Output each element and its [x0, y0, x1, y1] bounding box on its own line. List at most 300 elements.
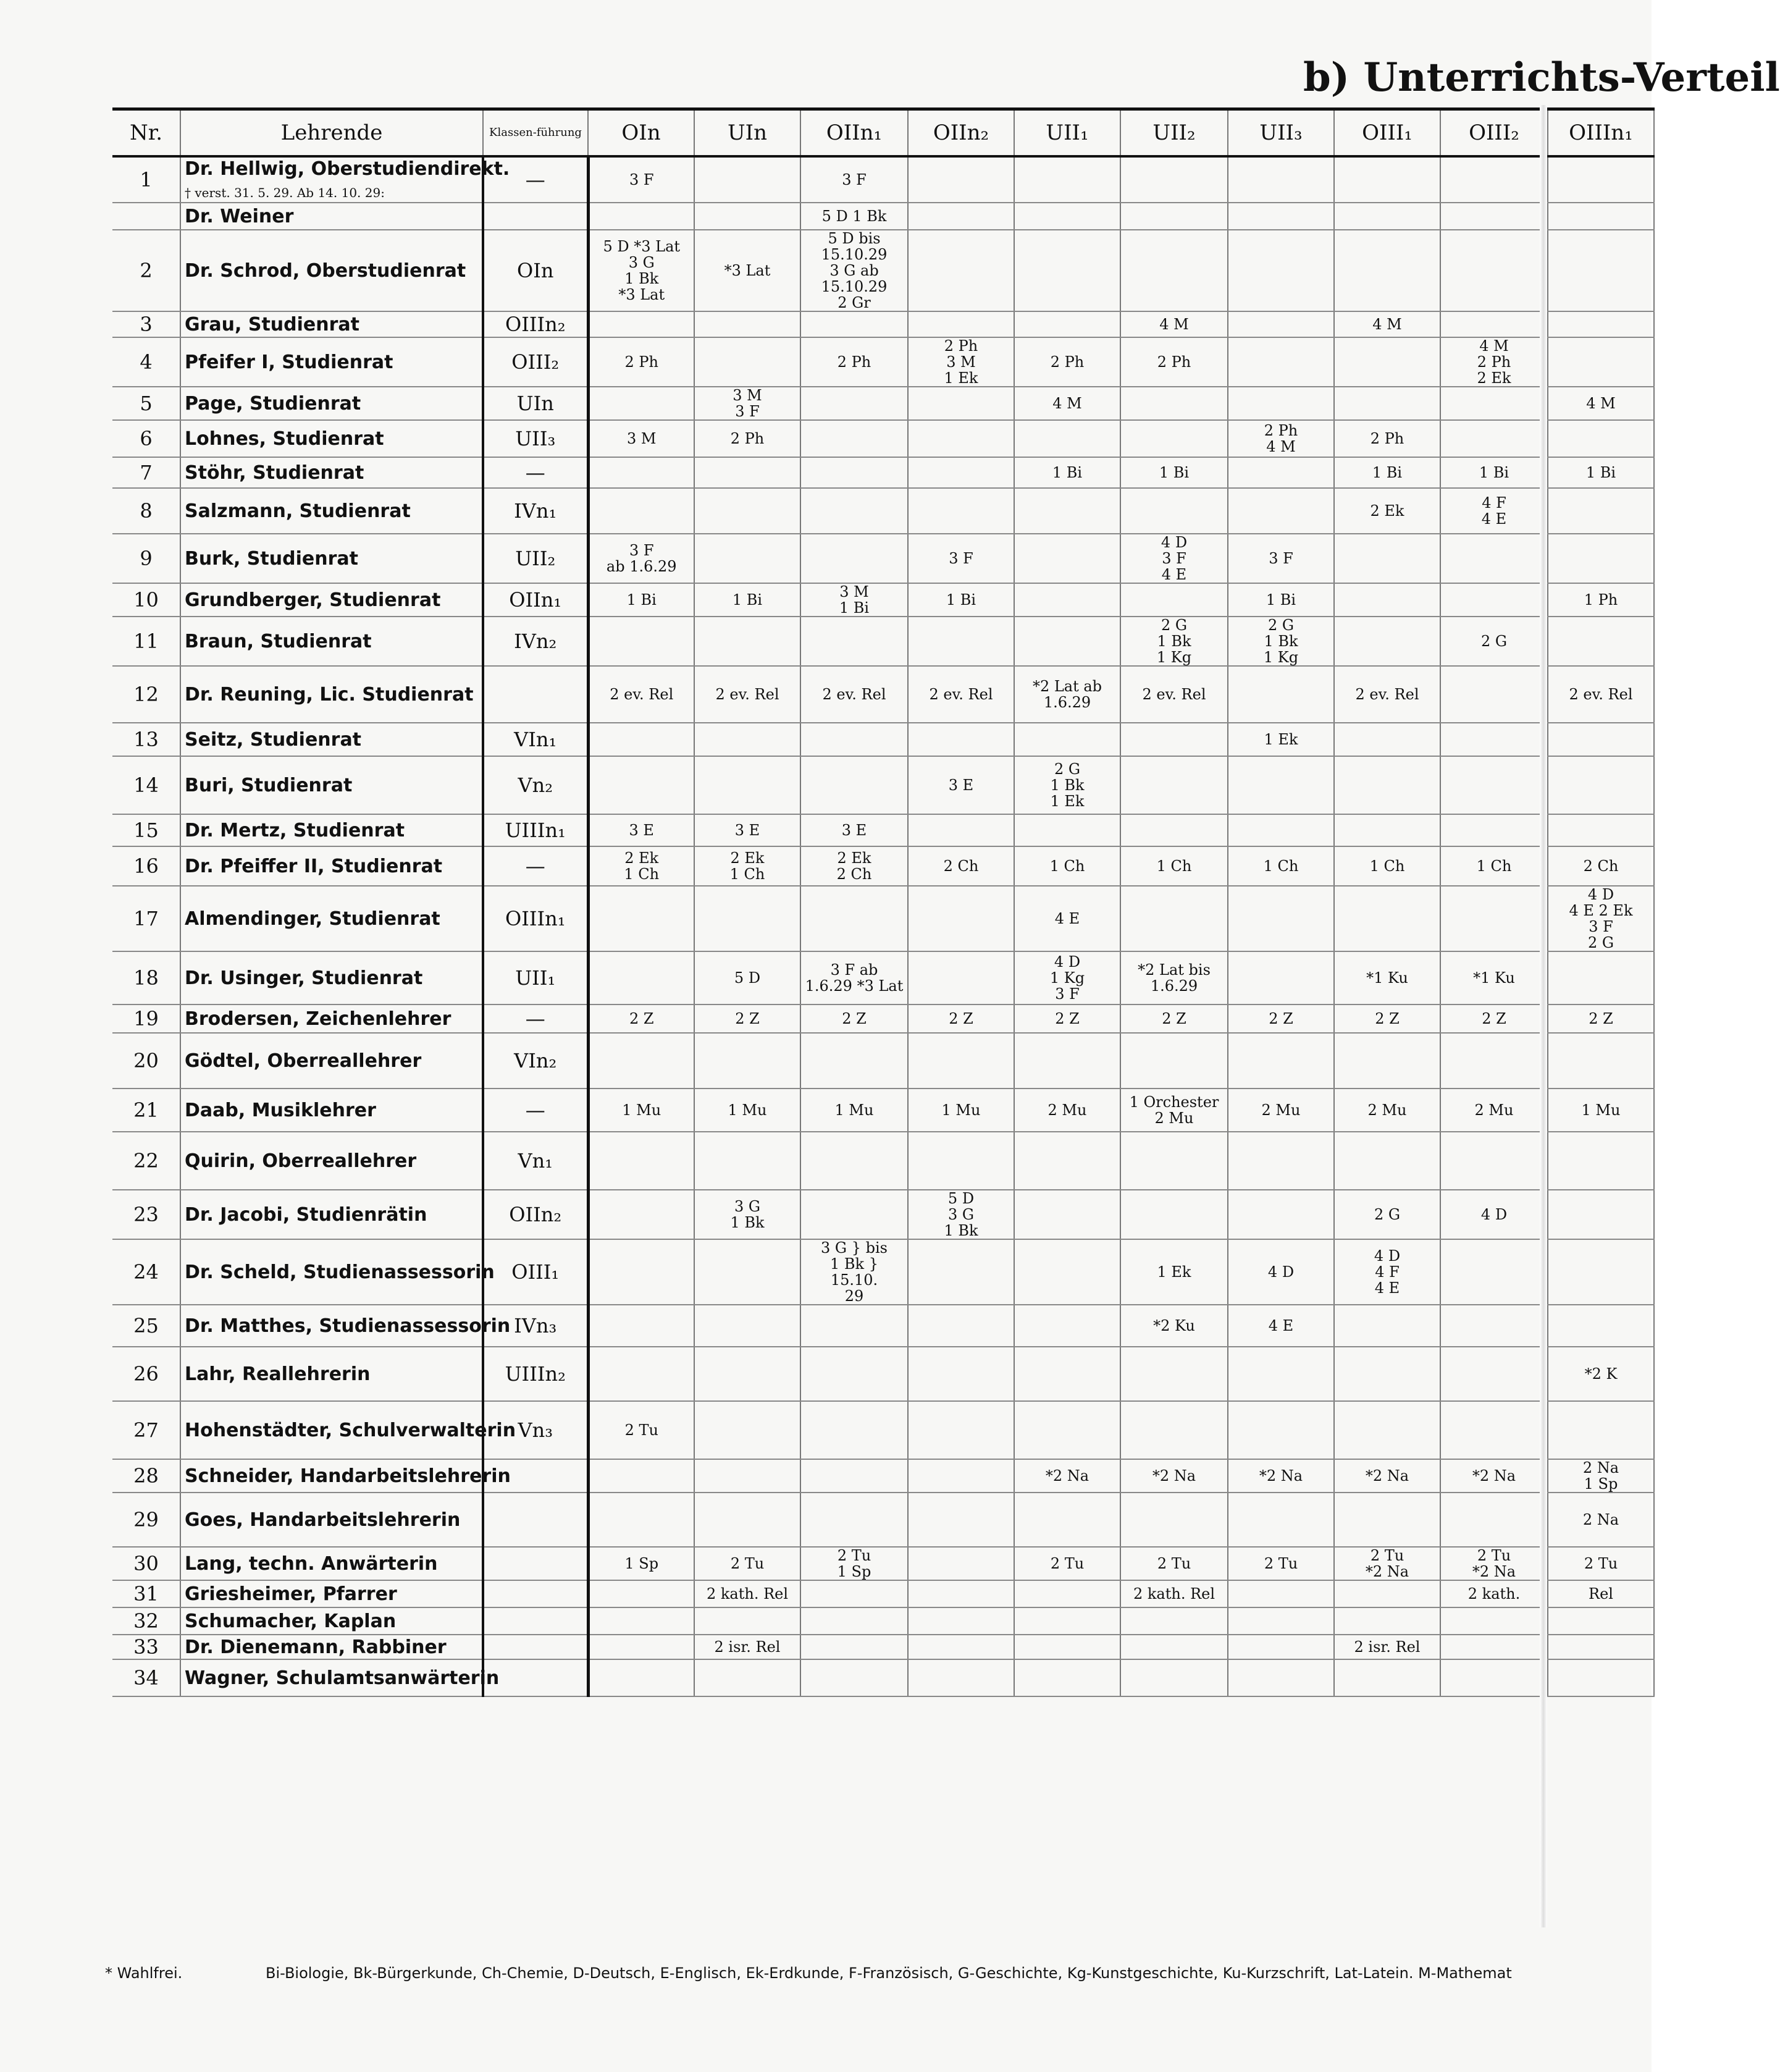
lesson-cell: 3 E [800, 814, 908, 846]
teacher-name: Wagner, Schulamtsanwärterin [185, 1667, 500, 1689]
lesson-cell: 1 Bi [694, 583, 800, 617]
lesson-cell: 2 Z [908, 1004, 1014, 1033]
lesson-cell: 2 Tu [588, 1401, 694, 1459]
lesson-cell: *2 Ku [1120, 1305, 1228, 1347]
teacher-note: † verst. 31. 5. 29. Ab 14. 10. 29: [185, 185, 385, 200]
table-row [112, 337, 1654, 387]
lesson-cell [694, 886, 800, 951]
lesson-cell: 1 Mu [588, 1089, 694, 1132]
row-number: 26 [112, 1347, 180, 1401]
lesson-cell [694, 337, 800, 387]
row-number: 5 [112, 387, 180, 420]
lesson-cell [694, 1459, 800, 1493]
lesson-cell [800, 1493, 908, 1547]
row-number: 10 [112, 583, 180, 617]
table-row [112, 1239, 1654, 1305]
lesson-cell: *2 Lat ab 1.6.29 [1014, 666, 1120, 723]
lesson-cell [694, 534, 800, 583]
lesson-cell [1440, 583, 1548, 617]
lesson-cell [1014, 814, 1120, 846]
lesson-cell: 4 M [1548, 387, 1654, 420]
lesson-cell [1014, 1493, 1120, 1547]
lesson-cell [1120, 1493, 1228, 1547]
lesson-cell: 2 Ph [800, 337, 908, 387]
class-leadership: OIIIn₁ [483, 886, 588, 951]
lesson-cell: *2 Na [1440, 1459, 1548, 1493]
lesson-cell: 3 F ab 1.6.29 *3 Lat [800, 951, 908, 1004]
lesson-cell [1228, 1401, 1334, 1459]
header-class: OIIn₂ [908, 109, 1014, 157]
lesson-cell [1440, 666, 1548, 723]
lesson-cell [1440, 1659, 1548, 1696]
teacher-name: Lang, techn. Anwärterin [185, 1553, 438, 1575]
teacher-name-cell [180, 723, 483, 756]
lesson-cell: 1 Sp [588, 1547, 694, 1580]
table-row [112, 457, 1654, 488]
table-row [112, 1580, 1654, 1607]
row-number: 34 [112, 1659, 180, 1696]
lesson-cell [588, 311, 694, 337]
lesson-cell [588, 1659, 694, 1696]
row-number: 23 [112, 1190, 180, 1239]
lesson-cell [1014, 723, 1120, 756]
row-number: 15 [112, 814, 180, 846]
lesson-cell: 2 Na [1548, 1493, 1654, 1547]
table-row [112, 1659, 1654, 1696]
header-class: UII₁ [1014, 109, 1120, 157]
teacher-name-cell [180, 1239, 495, 1305]
lesson-cell: 3 E [908, 756, 1014, 814]
lesson-cell: 2 Z [1548, 1004, 1654, 1033]
teacher-name-cell [180, 311, 483, 337]
lesson-cell [1334, 886, 1440, 951]
lesson-cell [1228, 457, 1334, 488]
teacher-name: Lahr, Reallehrerin [185, 1363, 371, 1385]
lesson-cell [588, 1239, 694, 1305]
lesson-cell [908, 203, 1014, 230]
teacher-name: Quirin, Oberreallehrer [185, 1150, 417, 1172]
lesson-cell: 4 M 2 Ph 2 Ek [1440, 337, 1548, 387]
lesson-cell: 2 Z [1334, 1004, 1440, 1033]
lesson-cell [588, 1033, 694, 1089]
lesson-cell: 3 F [588, 156, 694, 203]
lesson-cell [694, 1347, 800, 1401]
lesson-cell: 2 ev. Rel [800, 666, 908, 723]
table-row [112, 1305, 1654, 1347]
table-row [112, 1033, 1654, 1089]
lesson-cell: 2 Z [588, 1004, 694, 1033]
lesson-cell: 2 ev. Rel [1548, 666, 1654, 723]
lesson-cell: 2 Tu [694, 1547, 800, 1580]
lesson-cell [800, 723, 908, 756]
row-number: 6 [112, 420, 180, 457]
class-leadership: — [483, 846, 588, 886]
row-number: 12 [112, 666, 180, 723]
table-row [112, 1190, 1654, 1239]
lesson-cell [1228, 230, 1334, 311]
row-number: 19 [112, 1004, 180, 1033]
lesson-cell: 3 F ab 1.6.29 [588, 534, 694, 583]
lesson-cell [800, 886, 908, 951]
teacher-name: Griesheimer, Pfarrer [185, 1583, 397, 1605]
lesson-cell: 2 Ph [1014, 337, 1120, 387]
lesson-cell: 2 ev. Rel [1120, 666, 1228, 723]
lesson-cell [908, 1635, 1014, 1659]
row-number: 7 [112, 457, 180, 488]
teacher-name: Goes, Handarbeitslehrerin [185, 1509, 461, 1531]
lesson-cell [694, 1401, 800, 1459]
lesson-cell [800, 420, 908, 457]
lesson-cell [908, 457, 1014, 488]
teacher-name: Burk, Studienrat [185, 548, 358, 570]
lesson-cell: 3 E [694, 814, 800, 846]
lesson-cell [1440, 1401, 1548, 1459]
lesson-cell [1014, 1607, 1120, 1635]
lesson-cell: *1 Ku [1334, 951, 1440, 1004]
lesson-cell: *2 Na [1120, 1459, 1228, 1493]
lesson-cell: 2 Z [694, 1004, 800, 1033]
class-leadership [483, 203, 588, 230]
row-number: 14 [112, 756, 180, 814]
lesson-cell: 5 D *3 Lat 3 G 1 Bk *3 Lat [588, 230, 694, 311]
lesson-cell [1120, 1401, 1228, 1459]
lesson-cell: 2 G 1 Bk 1 Kg [1120, 617, 1228, 666]
lesson-cell [1548, 1659, 1654, 1696]
table-row [112, 1547, 1654, 1580]
lesson-cell [1440, 311, 1548, 337]
teacher-name: Braun, Studienrat [185, 631, 372, 652]
lesson-cell [908, 420, 1014, 457]
lesson-cell [694, 1033, 800, 1089]
row-number: 27 [112, 1401, 180, 1459]
lesson-cell [1120, 230, 1228, 311]
lesson-cell [588, 1347, 694, 1401]
lesson-cell [1228, 1347, 1334, 1401]
teacher-name-cell [180, 617, 483, 666]
lesson-cell [1334, 1305, 1440, 1347]
class-leadership: — [483, 1089, 588, 1132]
lesson-cell: 2 kath. Rel [694, 1580, 800, 1607]
teacher-name-cell [180, 230, 483, 311]
class-leadership: VIn₁ [483, 723, 588, 756]
lesson-cell [908, 1033, 1014, 1089]
lesson-cell [908, 1239, 1014, 1305]
lesson-cell [908, 1401, 1014, 1459]
header-class: OIn [588, 109, 694, 157]
lesson-cell [1014, 1239, 1120, 1305]
lesson-cell: 1 Bi [1014, 457, 1120, 488]
teacher-name-cell [180, 488, 483, 534]
header-class: OIIn₁ [800, 109, 908, 157]
lesson-cell [588, 723, 694, 756]
lesson-cell [1120, 1635, 1228, 1659]
lesson-cell [908, 1580, 1014, 1607]
lesson-cell: 4 D [1228, 1239, 1334, 1305]
lesson-cell: 1 Bi [1334, 457, 1440, 488]
lesson-cell [694, 617, 800, 666]
lesson-cell: 1 Bi [1228, 583, 1334, 617]
lesson-cell: 1 Ch [1120, 846, 1228, 886]
lesson-cell [908, 387, 1014, 420]
lesson-cell [694, 1239, 800, 1305]
lesson-cell [800, 457, 908, 488]
class-leadership: — [483, 457, 588, 488]
table-row [112, 1607, 1654, 1635]
lesson-cell: 1 Bi [1120, 457, 1228, 488]
lesson-cell: 2 Tu *2 Na [1440, 1547, 1548, 1580]
class-leadership: OIII₁ [483, 1239, 588, 1305]
lesson-cell [1228, 311, 1334, 337]
table-row [112, 886, 1654, 951]
lesson-cell: *2 K [1548, 1347, 1654, 1401]
lesson-cell: 2 G 1 Bk 1 Ek [1014, 756, 1120, 814]
lesson-cell: 2 Ek [1334, 488, 1440, 534]
lesson-cell [1014, 1347, 1120, 1401]
lesson-cell [588, 1190, 694, 1239]
lesson-cell [1228, 203, 1334, 230]
lesson-cell [588, 1493, 694, 1547]
lesson-cell [908, 1607, 1014, 1635]
lesson-cell: 1 Orchester 2 Mu [1120, 1089, 1228, 1132]
lesson-cell [1440, 1132, 1548, 1190]
lesson-cell [800, 1459, 908, 1493]
lesson-cell: *2 Na [1228, 1459, 1334, 1493]
row-number: 9 [112, 534, 180, 583]
lesson-cell: 2 Tu *2 Na [1334, 1547, 1440, 1580]
lesson-cell [1228, 156, 1334, 203]
lesson-cell: 2 ev. Rel [908, 666, 1014, 723]
lesson-cell [1120, 1033, 1228, 1089]
lesson-cell: 2 Na 1 Sp [1548, 1459, 1654, 1493]
lesson-cell [908, 617, 1014, 666]
lesson-cell [1548, 311, 1654, 337]
lesson-cell [1120, 1347, 1228, 1401]
lesson-cell [1228, 951, 1334, 1004]
lesson-cell [1440, 723, 1548, 756]
table-row [112, 814, 1654, 846]
header-class: UII₂ [1120, 109, 1228, 157]
lesson-cell [694, 723, 800, 756]
lesson-cell [1440, 387, 1548, 420]
lesson-cell [1440, 1635, 1548, 1659]
table-row [112, 617, 1654, 666]
teacher-name: Brodersen, Zeichenlehrer [185, 1008, 451, 1030]
table-row [112, 1089, 1654, 1132]
table-row [112, 846, 1654, 886]
lesson-cell: 2 ev. Rel [588, 666, 694, 723]
table-row [112, 387, 1654, 420]
lesson-cell: 2 kath. [1440, 1580, 1548, 1607]
row-number: 13 [112, 723, 180, 756]
teacher-name: Schneider, Handarbeitslehrerin [185, 1465, 511, 1487]
row-number: 17 [112, 886, 180, 951]
lesson-cell: 2 G [1334, 1190, 1440, 1239]
lesson-cell [1440, 203, 1548, 230]
lesson-cell [694, 1305, 800, 1347]
lesson-cell [1228, 814, 1334, 846]
lesson-cell [1440, 420, 1548, 457]
lesson-cell [800, 1607, 908, 1635]
teacher-name: Stöhr, Studienrat [185, 462, 364, 484]
teacher-name-cell [180, 1089, 483, 1132]
header-nr: Nr. [112, 109, 180, 157]
row-number: 28 [112, 1459, 180, 1493]
lesson-cell [800, 1132, 908, 1190]
lesson-cell [908, 230, 1014, 311]
abbreviation-legend: Bi-Biologie, Bk-Bürgerkunde, Ch-Chemie, D-Deutsch, E-Englisch, Ek-Erdkunde, F-Französisch, G-Geschichte, Kg-Kunstgeschichte, Ku-Kurzschrift, Lat-Latein. M-Mathemat [266, 1965, 1512, 1982]
lesson-cell [1014, 1635, 1120, 1659]
lesson-cell: 5 D 1 Bk [800, 203, 908, 230]
row-number: 4 [112, 337, 180, 387]
class-leadership: UIIIn₁ [483, 814, 588, 846]
lesson-cell [1120, 723, 1228, 756]
lesson-cell [1228, 886, 1334, 951]
class-leadership: OIII₂ [483, 337, 588, 387]
lesson-cell [1120, 814, 1228, 846]
lesson-cell: 1 Ek [1228, 723, 1334, 756]
lesson-cell [1120, 886, 1228, 951]
lesson-cell: 2 Z [1228, 1004, 1334, 1033]
table-row [112, 488, 1654, 534]
lesson-cell [1228, 1607, 1334, 1635]
teacher-name-cell [180, 1190, 483, 1239]
teacher-name: Gödtel, Oberreallehrer [185, 1050, 422, 1072]
lesson-cell [908, 1659, 1014, 1696]
class-leadership: IVn₃ [483, 1305, 588, 1347]
lesson-cell: 1 Mu [908, 1089, 1014, 1132]
lesson-cell [1120, 1659, 1228, 1696]
lesson-cell [694, 457, 800, 488]
lesson-cell [1548, 1607, 1654, 1635]
lesson-cell [1120, 203, 1228, 230]
table-row [112, 756, 1654, 814]
lesson-cell [908, 951, 1014, 1004]
lesson-cell [1014, 420, 1120, 457]
lesson-cell [1548, 814, 1654, 846]
lesson-cell: 2 Ph 4 M [1228, 420, 1334, 457]
lesson-cell: 2 Ph [1120, 337, 1228, 387]
lesson-cell [908, 156, 1014, 203]
lesson-cell [1120, 583, 1228, 617]
class-leadership: OIn [483, 230, 588, 311]
lesson-cell: 1 Mu [694, 1089, 800, 1132]
lesson-cell: 2 Tu [1120, 1547, 1228, 1580]
lesson-cell [1440, 756, 1548, 814]
header-row [112, 109, 1654, 157]
lesson-cell [1334, 814, 1440, 846]
lesson-cell [1014, 617, 1120, 666]
lesson-cell [1014, 1305, 1120, 1347]
lesson-cell [694, 203, 800, 230]
lesson-cell [1440, 814, 1548, 846]
teacher-name-cell [180, 1547, 483, 1580]
lesson-cell [1548, 1132, 1654, 1190]
row-number: 21 [112, 1089, 180, 1132]
teacher-name: Seitz, Studienrat [185, 729, 362, 751]
teacher-name-cell [180, 886, 483, 951]
teacher-name: Dr. Reuning, Lic. Studienrat [185, 684, 474, 705]
teacher-name-cell [180, 583, 483, 617]
teaching-distribution-table [112, 107, 1652, 1697]
lesson-cell [1334, 1033, 1440, 1089]
row-number: 32 [112, 1607, 180, 1635]
class-leadership [483, 1635, 588, 1659]
teacher-name-cell [180, 1659, 500, 1696]
lesson-cell: 3 F [1228, 534, 1334, 583]
lesson-cell [800, 1190, 908, 1239]
lesson-cell: 2 Z [800, 1004, 908, 1033]
teacher-name: Daab, Musiklehrer [185, 1100, 376, 1121]
lesson-cell [1334, 617, 1440, 666]
lesson-cell [588, 756, 694, 814]
table-row [112, 420, 1654, 457]
table-row [112, 156, 1654, 203]
teacher-name-cell [180, 1459, 511, 1493]
lesson-cell [800, 617, 908, 666]
lesson-cell [1548, 1401, 1654, 1459]
lesson-cell [1440, 1347, 1548, 1401]
teacher-name-cell [180, 814, 483, 846]
lesson-cell [1228, 1493, 1334, 1547]
teacher-name-cell [180, 1132, 483, 1190]
row-number: 20 [112, 1033, 180, 1089]
table-row [112, 1401, 1654, 1459]
row-number: 18 [112, 951, 180, 1004]
lesson-cell [1334, 1401, 1440, 1459]
lesson-cell [1014, 534, 1120, 583]
header-klassenfuehrung: Klassen-führung [483, 109, 588, 157]
header-class: OIII₂ [1440, 109, 1548, 157]
lesson-cell [800, 1033, 908, 1089]
table-row [112, 230, 1654, 311]
class-leadership: Vn₃ [483, 1401, 588, 1459]
lesson-cell [1334, 756, 1440, 814]
teacher-name: Hohenstädter, Schulverwalterin [185, 1420, 516, 1441]
lesson-cell [908, 488, 1014, 534]
lesson-cell: 4 F 4 E [1440, 488, 1548, 534]
lesson-cell [1548, 951, 1654, 1004]
lesson-cell [908, 886, 1014, 951]
lesson-cell: 2 Ch [908, 846, 1014, 886]
table-row [112, 1493, 1654, 1547]
lesson-cell [1548, 203, 1654, 230]
lesson-cell [588, 457, 694, 488]
lesson-cell [1440, 1305, 1548, 1347]
lesson-cell [908, 814, 1014, 846]
lesson-cell: 3 E [588, 814, 694, 846]
lesson-cell [1228, 387, 1334, 420]
lesson-cell [694, 1132, 800, 1190]
lesson-cell [588, 617, 694, 666]
class-leadership: UII₂ [483, 534, 588, 583]
lesson-cell: 3 G } bis 1 Bk } 15.10. 29 [800, 1239, 908, 1305]
table-row [112, 723, 1654, 756]
lesson-cell [1548, 488, 1654, 534]
lesson-cell: 5 D 3 G 1 Bk [908, 1190, 1014, 1239]
lesson-cell [1014, 1580, 1120, 1607]
class-leadership: UIn [483, 387, 588, 420]
lesson-cell: 4 D [1440, 1190, 1548, 1239]
row-number: 31 [112, 1580, 180, 1607]
header-class: UIn [694, 109, 800, 157]
lesson-cell: *1 Ku [1440, 951, 1548, 1004]
lesson-cell [588, 488, 694, 534]
lesson-cell [1120, 1190, 1228, 1239]
table-row [112, 311, 1654, 337]
lesson-cell [1548, 617, 1654, 666]
lesson-cell [1548, 534, 1654, 583]
lesson-cell [1440, 230, 1548, 311]
